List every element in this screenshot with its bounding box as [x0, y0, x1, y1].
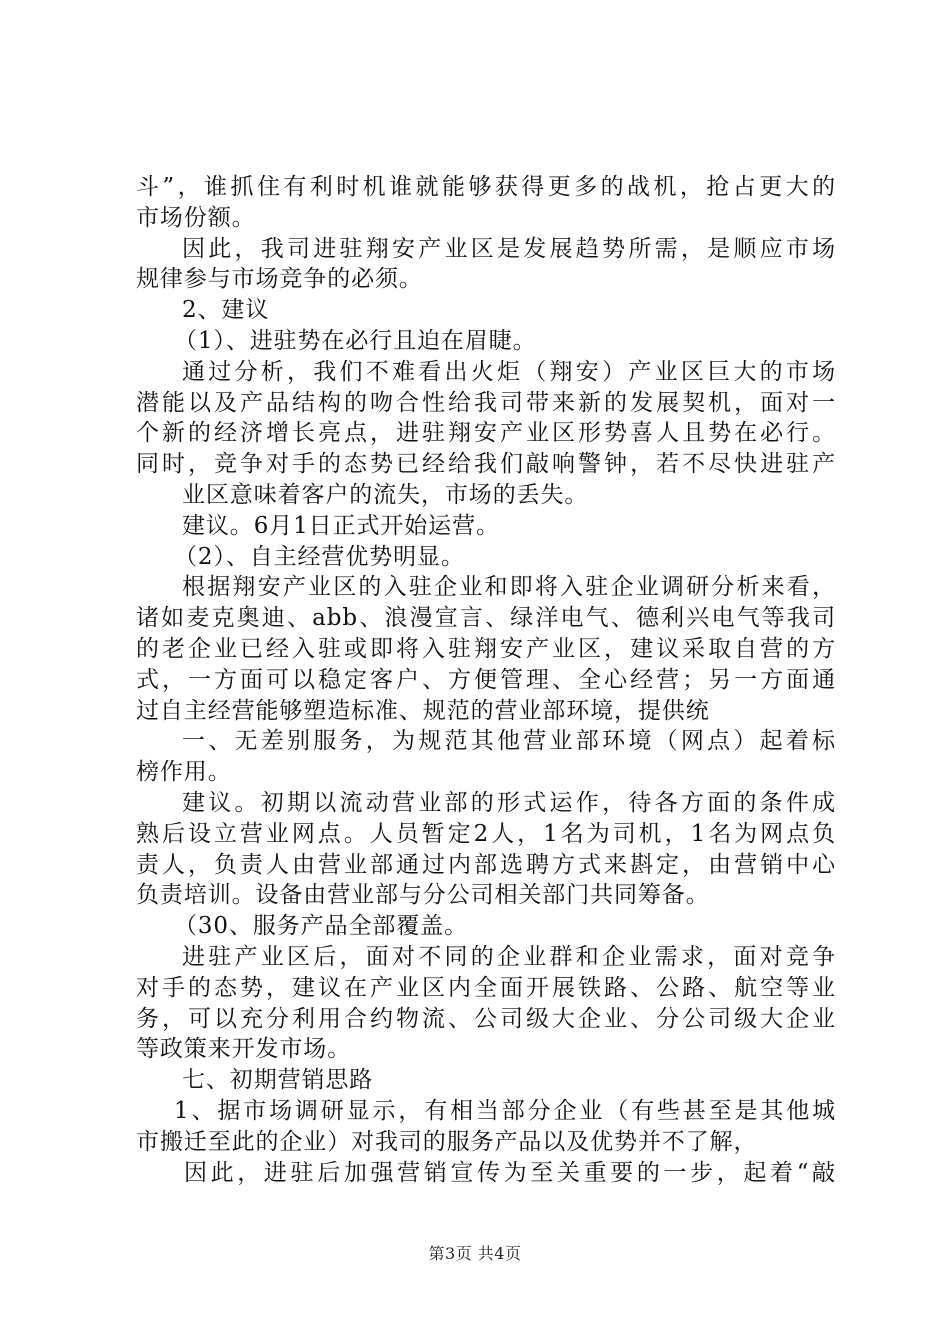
text-line: 式，一方面可以稳定客户、方便管理、全心经营；另一方面通 — [136, 666, 836, 693]
section-heading: 七、初期营销思路 — [182, 1067, 374, 1094]
text-line: 熟后设立营业网点。人员暂定2人，1名为司机，1名为网点负 — [136, 820, 836, 847]
text-line: 等政策来开发市场。 — [136, 1036, 352, 1063]
text-line: 务，可以充分利用合约物流、公司级大企业、分公司级大企业 — [136, 1005, 836, 1032]
text-line: 建议。初期以流动营业部的形式运作，待各方面的条件成 — [182, 789, 836, 816]
text-line: 因此，进驻后加强营销宣传为至关重要的一步，起着“敲 — [184, 1159, 836, 1186]
text-line: 对手的态势，建议在产业区内全面开展铁路、公路、航空等业 — [136, 974, 836, 1001]
text-line: 市场份额。 — [136, 204, 256, 231]
text-line: 一、无差别服务，为规范其他营业部环境（网点）起着标 — [182, 728, 836, 755]
text-line: 市搬迁至此的企业）对我司的服务产品以及优势并不了解， — [136, 1128, 758, 1155]
subsection-heading: （1）、进驻势在必行且迫在眉睫。 — [174, 327, 537, 354]
text-line: 榜作用。 — [136, 759, 232, 786]
subsection-heading: （30、服务产品全部覆盖。 — [174, 913, 468, 940]
text-line: 斗”，谁抓住有利时机谁就能够获得更多的战机，抢占更大的 — [136, 174, 836, 200]
text-line: 责人，负责人由营业部通过内部选聘方式来斟定，由营销中心 — [136, 851, 836, 878]
text-line: 规律参与市场竞争的必须。 — [136, 266, 423, 293]
text-line: 根据翔安产业区的入驻企业和即将入驻企业调研分析来看， — [182, 574, 836, 601]
subsection-heading: （2）、自主经营优势明显。 — [174, 543, 465, 570]
section-heading: 2、建议 — [182, 297, 270, 324]
text-line: 过自主经营能够塑造标准、规范的营业部环境，提供统 — [136, 697, 710, 724]
page-number-footer: 第3页 共4页 — [428, 1244, 522, 1263]
text-line: 建议。6月1日正式开始运营。 — [182, 512, 500, 539]
text-line: 个新的经济增长亮点，进驻翔安产业区形势喜人且势在必行。 — [136, 420, 836, 447]
text-line: 业区意味着客户的流失，市场的丢失。 — [182, 481, 589, 508]
text-line: 进驻产业区后，面对不同的企业群和企业需求，面对竞争 — [182, 943, 836, 970]
text-line: 1、据市场调研显示，有相当部分企业（有些甚至是其他城 — [174, 1097, 836, 1124]
text-line: 同时，竞争对手的态势已经给我们敲响警钟，若不尽快进驻产 — [136, 451, 836, 478]
text-line: 负责培训。设备由营业部与分公司相关部门共同筹备。 — [136, 882, 710, 909]
text-line: 潜能以及产品结构的吻合性给我司带来新的发展契机，面对一 — [136, 389, 836, 416]
text-line: 通过分析，我们不难看出火炬（翔安）产业区巨大的市场 — [182, 358, 836, 385]
text-line: 因此，我司进驻翔安产业区是发展趋势所需，是顺应市场 — [182, 235, 836, 262]
text-line: 的老企业已经入驻或即将入驻翔安产业区，建议采取自营的方 — [136, 635, 836, 662]
document-body — [136, 172, 836, 1188]
text-line: 诸如麦克奥迪、abb、浪漫宣言、绿洋电气、德利兴电气等我司 — [136, 605, 836, 632]
